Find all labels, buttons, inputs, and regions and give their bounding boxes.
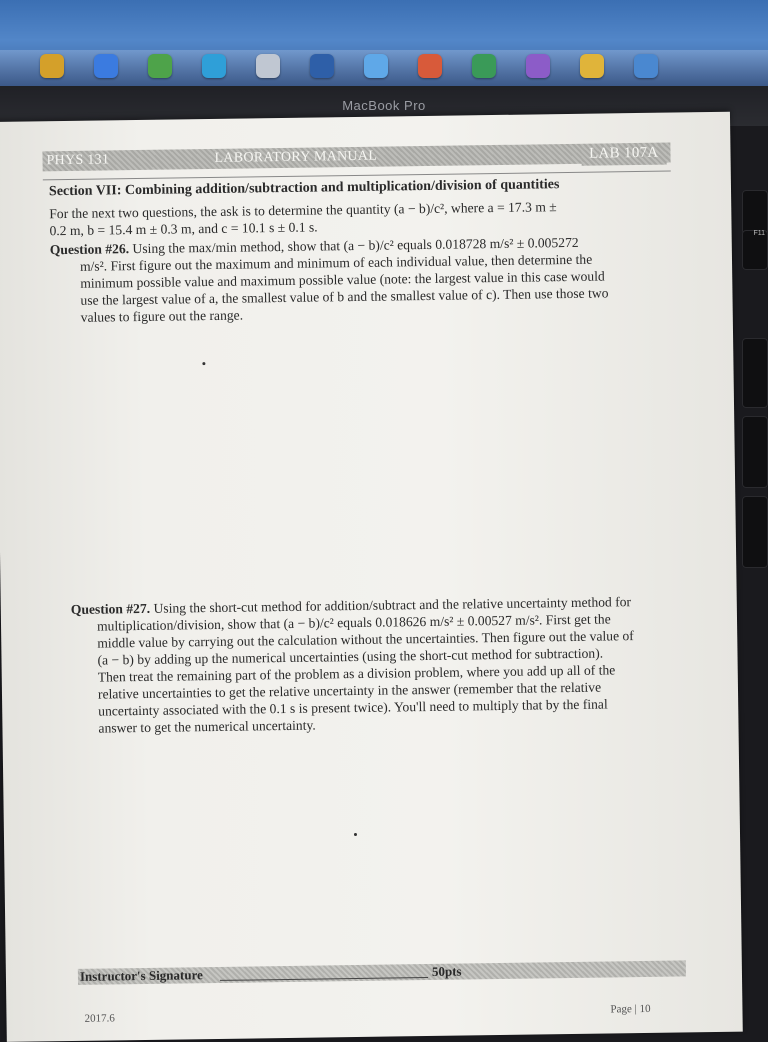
lab-number: LAB 107A xyxy=(581,145,667,166)
signature-label: Instructor's Signature xyxy=(79,967,203,984)
question-27-line-5: Then treat the remaining part of the problem as a division problem, where you add up all of the xyxy=(97,662,616,685)
app-icon-1[interactable] xyxy=(40,54,64,78)
question-26-line-5: values to figure out the range. xyxy=(80,307,244,325)
app-icon-10[interactable] xyxy=(526,54,550,78)
section-title: Section VII: Combining addition/subtraction and multiplication/division of quantities xyxy=(48,177,560,200)
key-row-2 xyxy=(742,416,768,488)
question-27-text-1: Using the short-cut method for addition/subtract and the relative uncertainty method for xyxy=(153,594,632,616)
page-header xyxy=(42,143,670,172)
manual-title: LABORATORY MANUAL xyxy=(214,148,378,166)
pen-mark-2 xyxy=(354,833,357,836)
question-26-line-2: m/s². First figure out the maximum and minimum of each individual value, then determine the xyxy=(79,251,593,274)
question-26-line-4: use the largest value of a, the smallest value of b and the smallest value of c). Then use those two xyxy=(80,285,609,308)
points-label: 50pts xyxy=(431,963,462,979)
app-icon-4[interactable] xyxy=(202,54,226,78)
lab-manual-page xyxy=(0,112,743,1042)
app-icon-3[interactable] xyxy=(148,54,172,78)
page-number: Page | 10 xyxy=(610,1002,651,1016)
device-brand-label: MacBook Pro xyxy=(342,98,426,113)
intro-line-1: For the next two questions, the ask is to determine the quantity (a − b)/c², where a = 17.3 m ± xyxy=(49,199,557,222)
key-row-3 xyxy=(742,496,768,568)
footer-year: 2017.6 xyxy=(84,1012,115,1025)
question-27-line-7: uncertainty associated with the 0.1 s is present twice). You'll need to multiply that by the final xyxy=(98,696,608,719)
key-f11 xyxy=(742,230,768,270)
app-icon-5[interactable] xyxy=(256,54,280,78)
question-27-line-6: relative uncertainties to get the relative uncertainty in the answer (remember that the relative xyxy=(97,679,602,702)
app-icon-6[interactable] xyxy=(310,54,334,78)
question-27-line-2: multiplication/division, show that (a − b)/c² equals 0.018626 m/s² ± 0.00527 m/s². First get the xyxy=(96,611,611,634)
pen-mark xyxy=(202,362,205,365)
question-27-line-3: middle value by carrying out the calculation without the uncertainties. Then figure out the value of xyxy=(97,628,634,651)
question-26-label: Question #26. xyxy=(49,241,130,258)
course-code: PHYS 131 xyxy=(46,152,110,169)
key-row-1 xyxy=(742,338,768,408)
question-26-line-3: minimum possible value and maximum possible value (note: the largest value in this case would xyxy=(80,268,605,291)
question-27-label: Question #27. xyxy=(70,600,151,617)
signature-bar xyxy=(78,960,686,984)
question-27-line-8: answer to get the numerical uncertainty. xyxy=(98,717,316,736)
intro-line-2: 0.2 m, b = 15.4 m ± 0.3 m, and c = 10.1 s ± 0.1 s. xyxy=(49,219,318,239)
app-icon-7[interactable] xyxy=(364,54,388,78)
question-26-text-1: Using the max/min method, show that (a − b)/c² equals 0.018728 m/s² ± 0.005272 xyxy=(132,234,579,257)
keyboard-edge xyxy=(738,190,768,810)
question-27-line-4: (a − b) by adding up the numerical uncertainties (using the short-cut method for subtraction). xyxy=(97,645,604,668)
app-icon-12[interactable] xyxy=(634,54,658,78)
app-icon-2[interactable] xyxy=(94,54,118,78)
signature-line xyxy=(220,977,428,981)
app-icon-11[interactable] xyxy=(580,54,604,78)
app-icon-9[interactable] xyxy=(472,54,496,78)
app-icon-8[interactable] xyxy=(418,54,442,78)
key-f11-label: F11 xyxy=(753,230,765,237)
